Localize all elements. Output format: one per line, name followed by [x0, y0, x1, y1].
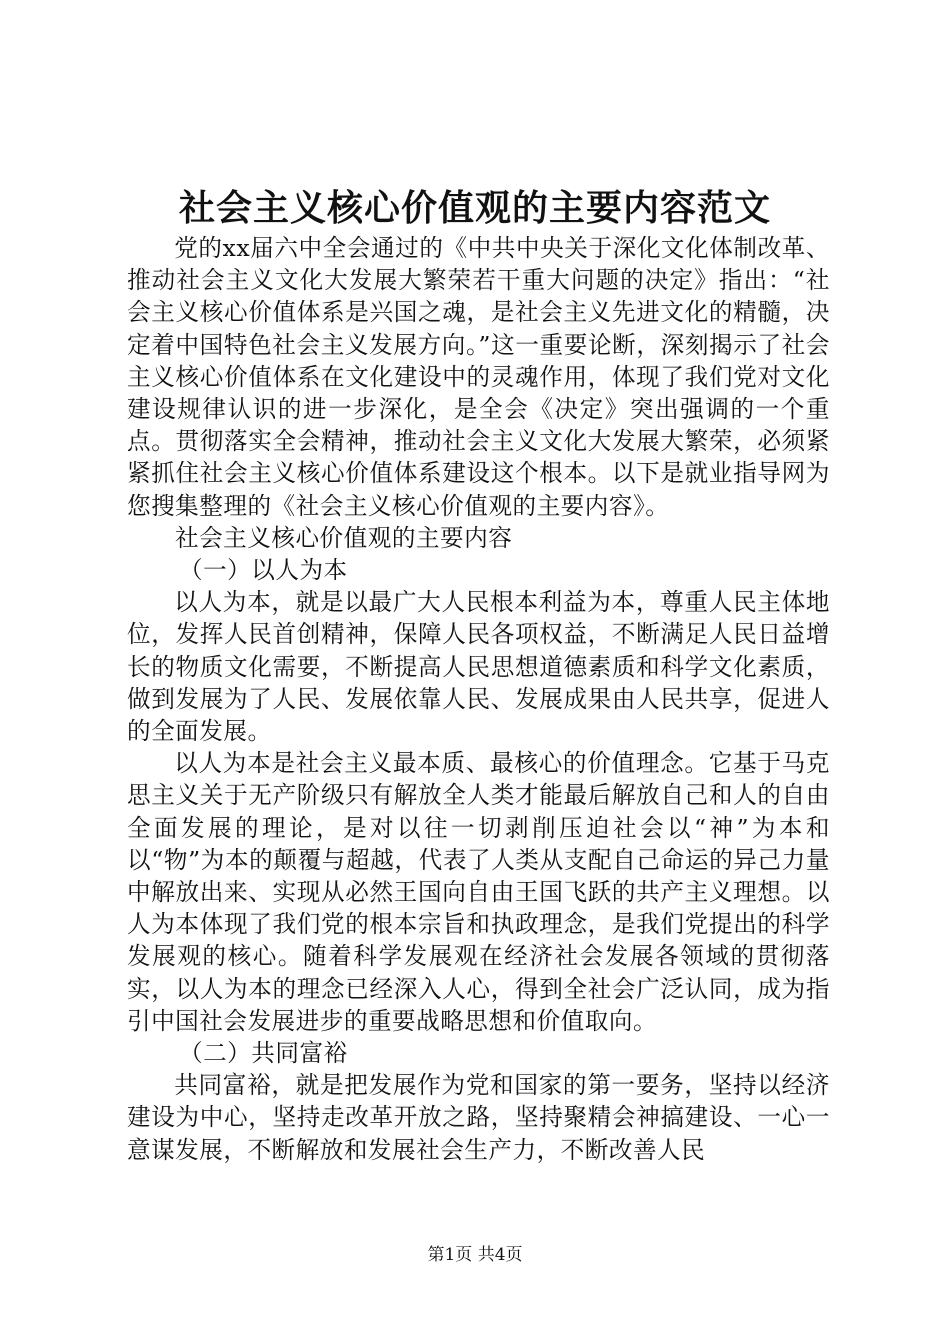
document-body — [127, 232, 830, 1166]
subsection-heading-2: （二）共同富裕 — [179, 1039, 348, 1068]
page-footer: 第1页 共4页 — [427, 1245, 523, 1265]
intro-paragraph: 党的xx届六中全会通过的《中共中央关于深化文化体制改革、推动社会主义文化大发展大繁荣若干重大问题的决定》指出：“社会主义核心价值体系是兴国之魂，是社会主义先进文化的精髓，决定着中国特色社会主义发展方向。”这一重要论断，深刻揭示了社会主义核心价值体系在文化建设中的灵魂作用，体现了我们党对文化建设规律认识的进一步深化，是全会《决定》突出强调的一个重点。贯彻落实全会精神，推动社会主义文化大发展大繁荣，必须紧紧抓住社会主义核心价值体系建设这个根本。以下是就业指导网为您搜集整理的《社会主义核心价值观的主要内容》。 — [127, 234, 830, 520]
subsection-1-paragraph-1: 以人为本，就是以最广大人民根本利益为本，尊重人民主体地位，发挥人民首创精神，保障人民各项权益，不断满足人民日益增长的物质文化需要，不断提高人民思想道德素质和科学文化素质，做到发展为了人民、发展依靠人民、发展成果由人民共享，促进人的全面发展。 — [127, 588, 830, 746]
subsection-2-paragraph-1: 共同富裕，就是把发展作为党和国家的第一要务，坚持以经济建设为中心，坚持走改革开放之路，坚持聚精会神搞建设、一心一意谋发展，不断解放和发展社会生产力，不断改善人民 — [127, 1071, 830, 1164]
document-title: 社会主义核心价值观的主要内容范文 — [178, 188, 771, 229]
section-heading: 社会主义核心价值观的主要内容 — [175, 523, 513, 552]
subsection-1-paragraph-2: 以人为本是社会主义最本质、最核心的价值理念。它基于马克思主义关于无产阶级只有解放全人类才能最后解放自己和人的自由全面发展的理论，是对以往一切剥削压迫社会以“神”为本和以“物”为本的颠覆与超越，代表了人类从支配自己命运的异己力量中解放出来、实现从必然王国向自由王国飞跃的共产主义理想。以人为本体现了我们党的根本宗旨和执政理念，是我们党提出的科学发展观的核心。随着科学发展观在经济社会发展各领域的贯彻落实，以人为本的理念已经深入人心，得到全社会广泛认同，成为指引中国社会发展进步的重要战略思想和价值取向。 — [127, 749, 830, 1035]
subsection-heading-1: （一）以人为本 — [179, 556, 348, 585]
